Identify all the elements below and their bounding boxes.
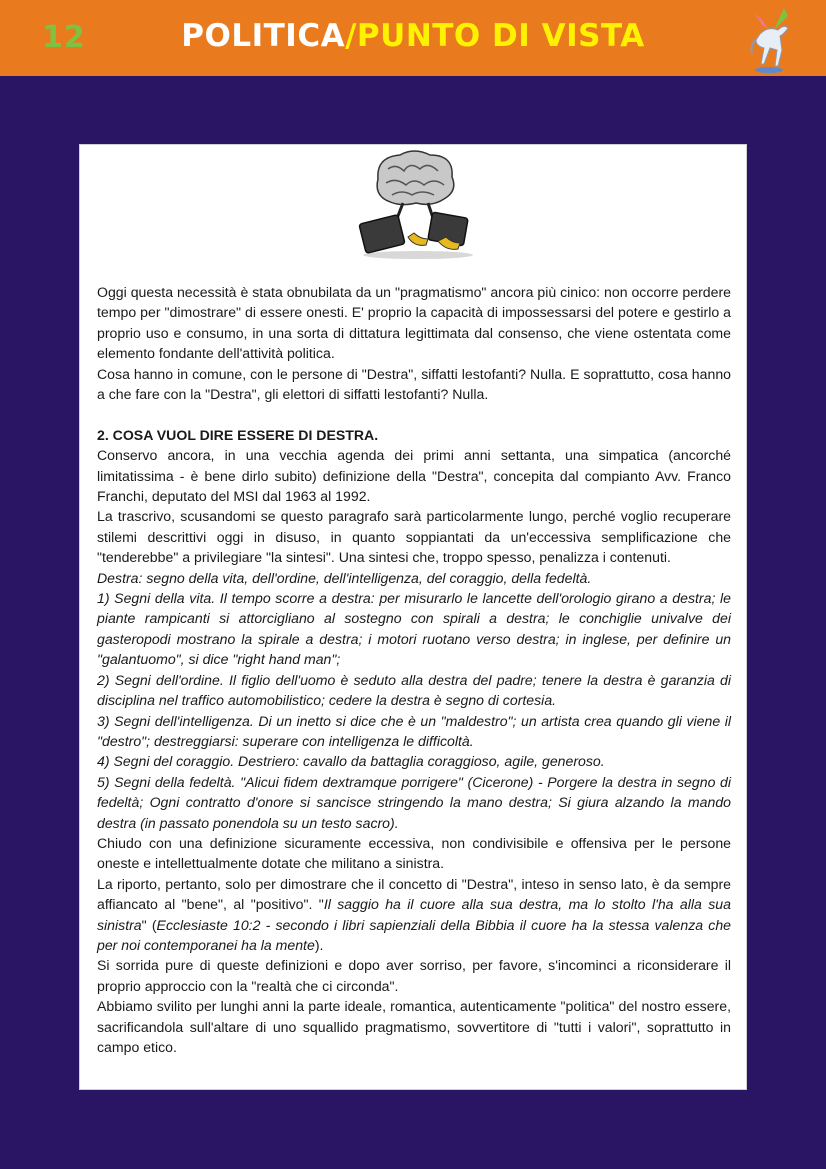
paragraph-text: ). (314, 936, 324, 953)
article-card (79, 144, 747, 1090)
section-title-main: POLITICA (181, 18, 346, 54)
page-number: 12 (42, 20, 86, 55)
paragraph: Si sorrida pure di queste definizioni e dopo aver sorriso, per favore, s'incominci a riconsiderare il proprio approccio con la "realtà che ci circonda". (97, 957, 731, 994)
paragraph (97, 874, 731, 956)
italic-definition: Destra: segno della vita, dell'ordine, dell'intelligenza, del coraggio, della fedeltà. (97, 569, 592, 586)
italic-definition: 2) Segni dell'ordine. Il figlio dell'uomo è seduto alla destra del padre; tenere la destra è garanzia di disciplina nel traffico automobilistico; cedere la destra è segno di cortesia. (97, 671, 731, 709)
section-title-slash: / (345, 18, 357, 54)
section-heading: 2. COSA VUOL DIRE ESSERE DI DESTRA. (97, 426, 379, 443)
italic-definition: 3) Segni dell'intelligenza. Di un inetto si dice che è un "maldestro"; un artista crea quando gli viene il "destro"; destreggiarsi: superare con intelligenza le difficoltà. (97, 712, 731, 749)
section-title (0, 18, 826, 54)
paragraph: La trascrivo, scusandomi se questo paragrafo sarà particolarmente lungo, perché voglio recuperare stilemi descrittivi oggi in disuso, in quanto soppiantati da un'eccessiva semplificazione che "tenderebbe" a privilegiare "la sintesi". Una sintesi che, troppo spesso, penalizza i contenuti. (97, 508, 731, 566)
page-header (0, 0, 826, 76)
brain-with-briefcases-icon (348, 149, 482, 259)
quote-text: Il saggio ha il cuore alla sua destra, ma lo stolto l'ha alla sua sinistra (97, 896, 731, 933)
paragraph: Chiudo con una definizione sicuramente eccessiva, non condivisibile e offensiva per le persone oneste e intellettualmente dotate che militano a sinistra. (97, 834, 731, 872)
page-footer (0, 1126, 826, 1169)
italic-definition: 5) Segni della fedeltà. "Alicui fidem dextramque porrigere" (Cicerone) - Porgere la destra in segno di fedeltà; Ogni contratto d'onore si sancisce stringendo la mano destra; Si giura alzando la mando destra (in passato ponendola su un testo sacro). (97, 773, 731, 831)
pegasus-logo-icon (744, 4, 794, 74)
citation-text: Ecclesiaste 10:2 - secondo i libri sapienziali della Bibbia il cuore ha la stessa valenza che per noi contemporanei ha la mente (97, 916, 731, 953)
paragraph: Abbiamo svilito per lunghi anni la parte ideale, romantica, autenticamente "politica" del nostro essere, sacrificandola sull'altare di uno squallido pragmatismo, sovvertitore di "tutti i valori", soprattutto in campo etico. (97, 998, 731, 1056)
italic-definition: 4) Segni del coraggio. Destriero: cavallo da battaglia coraggioso, agile, generoso. (97, 753, 605, 770)
article-body (97, 282, 731, 1057)
paragraph: Cosa hanno in comune, con le persone di "Destra", siffatti lestofanti? Nulla. E soprattutto, cosa hanno a che fare con la "Destra", gli elettori di siffatti lestofanti? Nulla. (97, 365, 731, 403)
section-title-sub: PUNTO DI VISTA (356, 18, 645, 54)
italic-definition: 1) Segni della vita. Il tempo scorre a destra: per misurarlo le lancette dell'orologio girano a destra; le piante rampicanti si attorcigliano al sostegno con spirali a destra; le conchiglie univalve dei gasteropodi mostrano la spirale a destra; i motori ruotano verso destra; in inglese, per definire un "galantuomo", si dice "right hand man"; (97, 590, 731, 668)
paragraph-text: " ( (141, 916, 157, 933)
paragraph: Oggi questa necessità è stata obnubilata da un "pragmatismo" ancora più cinico: non occorre perdere tempo per "dimostrare" di essere onesti. E' proprio la capacità di impossessarsi del potere e gestirlo a proprio uso e consumo, in una sorta di dittatura legittimata dal consenso, che viene ostentata come elemento fondante dell'attività politica. (97, 284, 731, 362)
paragraph-text: La riporto, pertanto, solo per dimostrare che il concetto di "Destra", inteso in senso lato, è da sempre affiancato al "bene", al "positivo". " (97, 875, 731, 913)
paragraph: Conservo ancora, in una vecchia agenda dei primi anni settanta, una simpatica (ancorché limitatissima - è bene dirlo subito) definizione della "Destra", concepita dal compianto Avv. Franco Franchi, deputato del MSI dal 1963 al 1992. (97, 447, 731, 505)
